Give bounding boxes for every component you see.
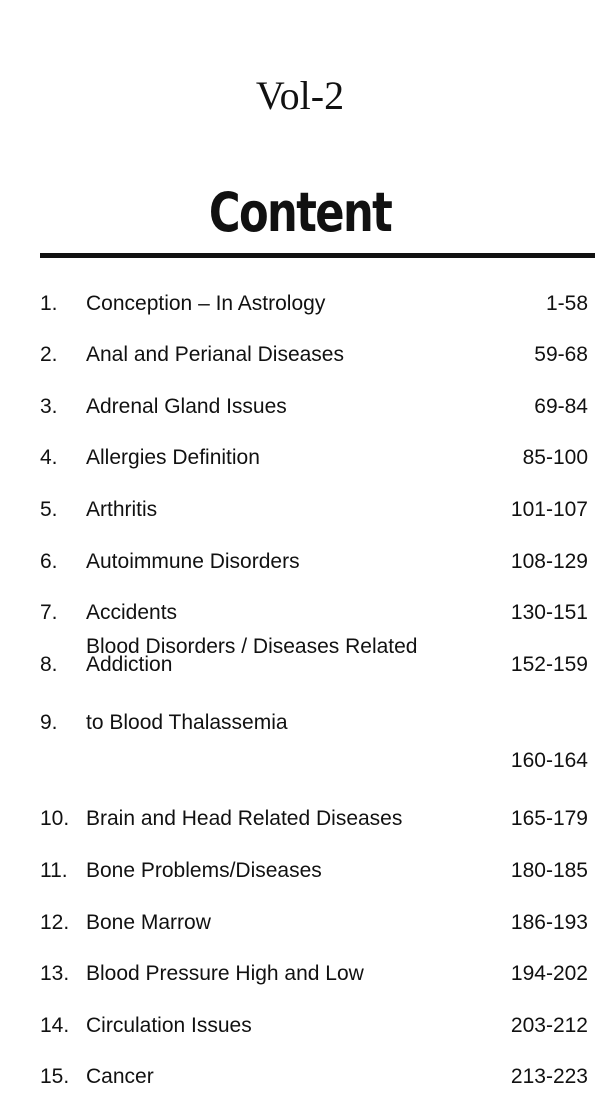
entry-title-line-2: to Blood Thalassemia [86,710,288,734]
toc-entry [0,794,600,846]
toc-entry [0,897,600,949]
toc-entry [0,433,600,485]
entry-pages: 1-58 [545,291,588,315]
toc-entry [0,1052,600,1103]
entry-number: 9. [40,710,58,734]
entry-pages: 194-202 [510,962,588,986]
entry-pages: 186-193 [510,910,588,934]
entry-pages: 101-107 [510,497,588,521]
entry-pages: 130-151 [510,601,588,625]
entry-pages: 59-68 [534,343,588,367]
entry-number: 1. [40,291,58,315]
entry-title: Addiction [86,652,173,676]
toc-entry [0,484,600,536]
entry-title: Brain and Head Related Diseases [86,807,403,831]
entry-title [86,590,468,780]
toc-entry [0,949,600,1001]
toc-entry [0,1000,600,1052]
entry-title: Circulation Issues [86,1013,252,1037]
entry-number: 2. [40,343,58,367]
entry-number: 14. [40,1013,70,1037]
entry-number: 7. [40,601,58,625]
entry-number: 13. [40,962,70,986]
toc-entry [0,330,600,382]
entry-title: Anal and Perianal Diseases [86,343,344,367]
toc-entry [0,845,600,897]
toc-entry [0,381,600,433]
entry-pages: 160-164 [510,748,588,772]
entry-title: Bone Marrow [86,910,211,934]
entry-title: Allergies Definition [86,446,260,470]
entry-pages: 69-84 [534,394,588,418]
volume-label: Vol-2 [255,73,345,118]
entry-pages: 203-212 [510,1013,588,1037]
entry-number: 8. [40,652,58,676]
entry-title: Adrenal Gland Issues [86,394,287,418]
entry-title: Conception – In Astrology [86,291,326,315]
entry-pages: 180-185 [510,858,588,882]
page-title: Content [208,181,392,244]
entry-title: Accidents [86,601,178,625]
entry-number: 3. [40,394,58,418]
entry-title: Blood Pressure High and Low [86,962,364,986]
entry-number: 12. [40,910,70,934]
entry-title: Bone Problems/Diseases [86,858,322,882]
toc-entry [0,536,600,588]
entry-pages: 85-100 [522,446,588,470]
table-of-contents [0,278,600,1103]
entry-title: Autoimmune Disorders [86,549,300,573]
toc-entry [0,278,600,330]
entry-number: 10. [40,807,70,831]
entry-pages: 152-159 [510,652,588,676]
entry-pages: 165-179 [510,807,588,831]
entry-title-line-1: Blood Disorders / Diseases Related [86,634,418,658]
entry-number: 5. [40,497,58,521]
entry-pages: 213-223 [510,1065,588,1089]
entry-pages: 108-129 [510,549,588,573]
entry-number: 4. [40,446,58,470]
entry-title: Arthritis [86,497,158,521]
entry-number: 6. [40,549,58,573]
heading-rule [40,253,595,258]
entry-title: Cancer [86,1065,154,1089]
entry-number: 15. [40,1065,70,1089]
entry-number: 11. [40,858,68,882]
